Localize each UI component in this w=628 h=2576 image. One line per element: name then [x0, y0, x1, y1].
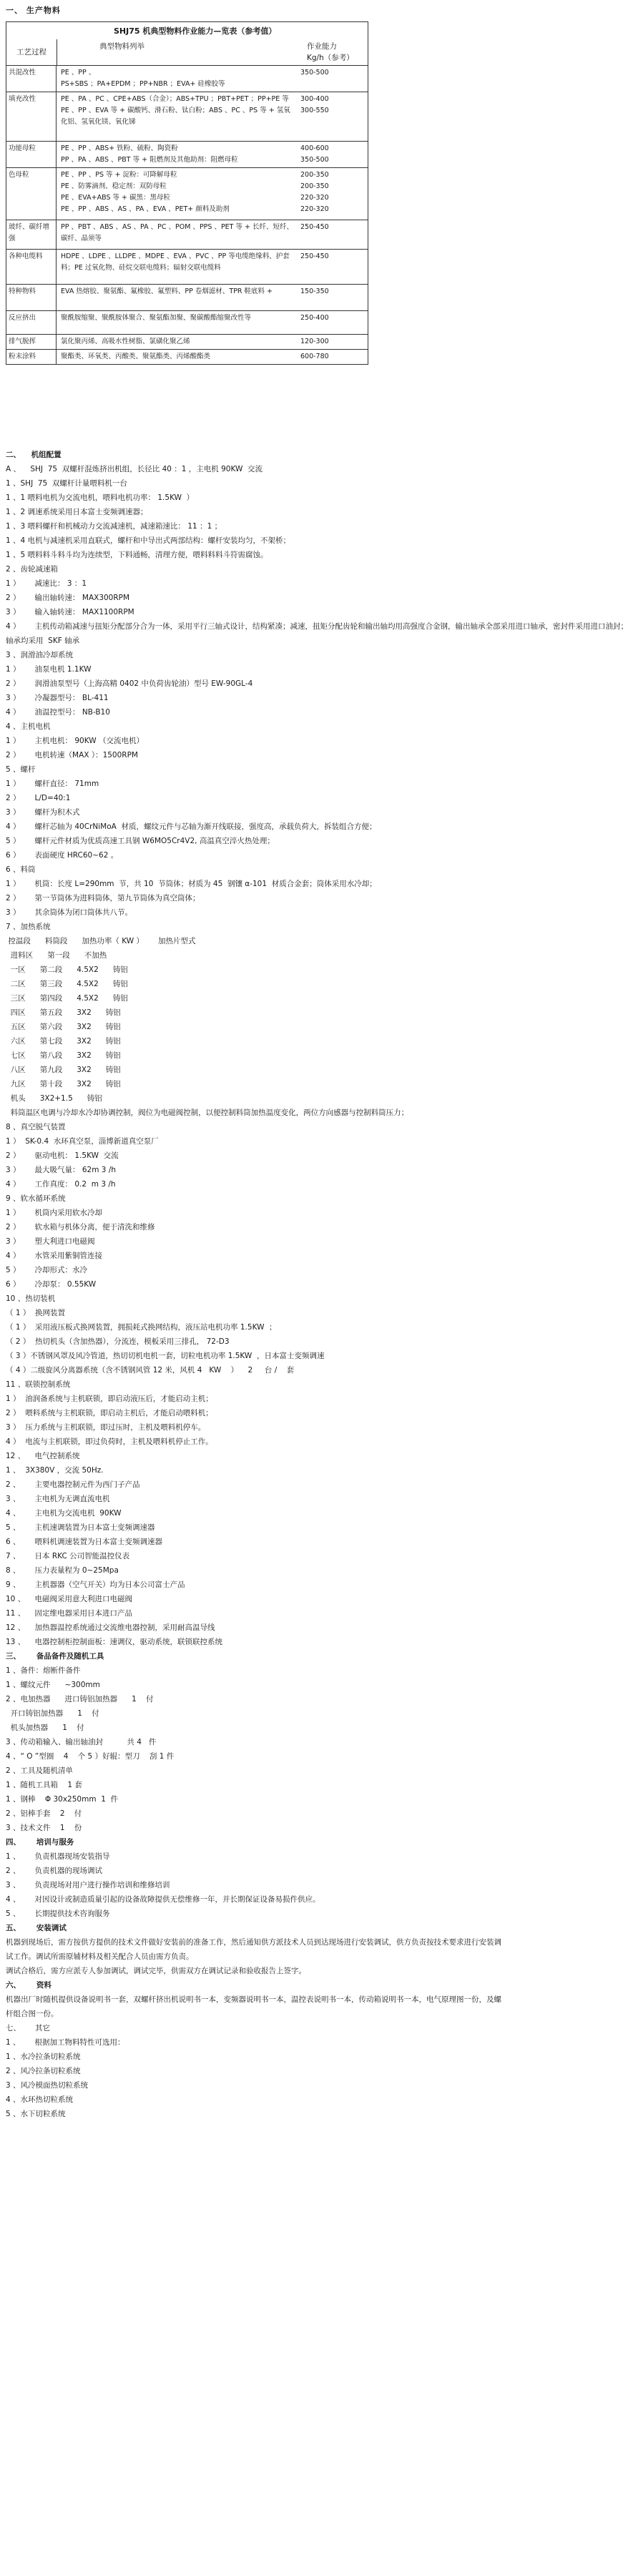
- section-heading: 二、 机组配置: [6, 451, 62, 459]
- text-line: 机器到现场后，需方按供方提供的技术文件做好安装前的准备工作，然后通知供方派技术人员到达现场进行安装调试，供方负责按技术要求进行安装调试工作。调试所需原辅材料及相关配合人员由需方负责。: [6, 1938, 501, 1961]
- text-line: 1 ） 螺杆直径： 71mm: [6, 780, 99, 788]
- row-capacity: 250-400: [300, 314, 329, 322]
- text-line: 1 、 3X380V ，交流 50Hz.: [6, 1466, 104, 1475]
- text-line: 11 、联锁控制系统: [6, 1380, 71, 1389]
- text-line: 2 ） 喂料系统与主机联锁，即启动主机后，才能启动喂料机；: [6, 1409, 213, 1417]
- text-line: （ 1 ） 换网装置: [6, 1309, 66, 1317]
- text-line: 七区 第八段 3X2 铸铝: [6, 1051, 121, 1060]
- text-line: 1 、SHJ 75 双螺杆计量喂料机一台: [6, 479, 127, 488]
- text-line: 1 ） 油泵电机 1.1KW: [6, 665, 92, 674]
- text-line: 2 、铝棒手套 2 付: [6, 1809, 82, 1818]
- text-line: A 、 SHJ 75 双螺杆混炼挤出机组，长径比 40 ：1 ，主电机 90KW 交流: [6, 465, 263, 473]
- row-materials: 氯化聚丙烯、高吸水性树脂、氯磺化聚乙烯: [61, 338, 190, 345]
- row-capacity: 350-500: [300, 69, 329, 77]
- row-materials: PE 、PA 、PC 、CPE+ABS（合金）；ABS+TPU ；PBT+PET ；PP+PE 等 PE 、PP 、EVA 等 + 碳酸钙、滑石粉、钛白粉；ABS 、PC 、PS 等 + 氢氧化铝、氢氧化镁、氧化锑: [61, 95, 290, 126]
- text-line: 12 、 电气控制系统: [6, 1452, 80, 1460]
- text-line: 3 、技术文件 1 份: [6, 1824, 82, 1832]
- spec-text: [6, 448, 628, 2121]
- text-line: 3 ） 最大吸气量： 62m 3 /h: [6, 1166, 117, 1174]
- header-materials: 典型物料列举: [99, 42, 144, 51]
- row-capacity: 120-300: [300, 338, 329, 345]
- table-row: [6, 250, 368, 285]
- text-line: 6 、 喂料机调速装置为日本富士变频调速器: [6, 1538, 163, 1546]
- row-capacity: 250-450: [300, 223, 329, 231]
- row-process: 特种物料: [6, 285, 57, 310]
- header-process: 工艺过程: [6, 39, 57, 65]
- text-line: 2 、风冷拉条切粒系统: [6, 2067, 81, 2075]
- text-line: 5 ） 螺杆元件材质为优质高速工具钢 W6MO5Cr4V2, 高温真空淬火热处理；: [6, 837, 275, 845]
- text-line: 2 ） L/D=40:1: [6, 794, 71, 802]
- text-line: 10 、热切装机: [6, 1294, 56, 1303]
- row-process: 色母粒: [6, 168, 57, 220]
- text-line: 5 、水下切粒系统: [6, 2110, 66, 2118]
- section-heading: 一、 生产物料: [6, 6, 61, 15]
- text-line: 3 ） 塑大利进口电磁阀: [6, 1237, 95, 1246]
- text-line: 五区 第六段 3X2 铸铝: [6, 1023, 121, 1031]
- text-line: 进料区 第一段 不加热: [6, 951, 107, 960]
- text-line: 3 、风冷模面热切粒系统: [6, 2081, 89, 2090]
- text-line: 控温段 料筒段 加热功率（ KW ） 加热片型式: [6, 937, 196, 945]
- text-line: 2 ） 润滑油泵型号（上海高精 0402 中负荷齿轮油）型号 EW-90GL-4: [6, 679, 253, 688]
- text-line: （ 2 ） 热切机头（含加热器），分流连，模板采用三排孔， 72-D3: [6, 1337, 230, 1346]
- text-line: 3 ） 压力系统与主机联锁，即过压时，主机及喂料机停车。: [6, 1423, 206, 1432]
- table-title: SHJ75 机典型物料作业能力—览表（参考值）: [114, 26, 277, 36]
- text-line: 5 、 长期提供技术咨询服务: [6, 1909, 110, 1918]
- text-line: 2 ） 软水箱与机体分离，便于清洗和维修: [6, 1223, 155, 1232]
- text-line: 2 、齿轮减速箱: [6, 565, 59, 574]
- row-capacity: 200-350 200-350 220-320 220-320: [300, 171, 329, 213]
- text-line: 3 、 主电机为无调直流电机: [6, 1495, 110, 1503]
- row-process: 功能母粒: [6, 142, 57, 167]
- text-line: 2 、工具及随机清单: [6, 1766, 74, 1775]
- text-line: 1 、2 调速系统采用日本富士变频调速器；: [6, 508, 148, 516]
- row-materials: PE 、PP 、 PS+SBS ；PA+EPDM ；PP+NBR ；EVA+ 硅橡胶等: [61, 69, 225, 88]
- text-line: 6 ） 冷却泵： 0.55KW: [6, 1280, 97, 1289]
- text-line: 4 ） 主机传动箱减速与扭矩分配部分合为一体，采用平行三轴式设计，结构紧凑；减速，扭矩分配齿轮和输出轴均用高强度合金钢，输出轴承全部采用进口轴承，密封件采用进口油封；: [6, 622, 628, 631]
- text-line: 9 、软水循环系统: [6, 1194, 66, 1203]
- text-line: 1 、1 喂料电机为交流电机，喂料电机功率： 1.5KW ）: [6, 493, 195, 502]
- text-line: 4 、“ O ”型圈 4 个 5 ）好辊：型刀 刮 1 件: [6, 1752, 175, 1761]
- text-line: 10 、 电磁阀采用意大利进口电磁阀: [6, 1595, 133, 1603]
- section-heading: 五、 安装调试: [6, 1924, 67, 1932]
- table-row: [6, 335, 368, 350]
- table-row: [6, 92, 368, 142]
- text-line: 一区 第二段 4.5X2 铸铝: [6, 965, 128, 974]
- text-line: 机头加热器 1 付: [6, 1724, 84, 1732]
- text-line: 2 、电加热器 进口铸铝加热器 1 付: [6, 1695, 154, 1704]
- section-heading: 六、 资料: [6, 1981, 51, 1990]
- table-header: [6, 22, 368, 66]
- text-line: 二区 第三段 4.5X2 铸铝: [6, 980, 128, 988]
- table-row: [6, 350, 368, 364]
- row-capacity: 300-400 300-550: [300, 95, 329, 114]
- row-process: 共混改性: [6, 66, 57, 92]
- text-line: 4 ） 水管采用紫铜管连接: [6, 1252, 103, 1260]
- text-line: 13 、 电器控制柜控制面板：速调仪，驱动系统，联锁联控系统: [6, 1638, 223, 1646]
- text-line: 8 、真空脱气装置: [6, 1123, 66, 1131]
- text-line: 1 ） 减速比： 3 ：1: [6, 579, 87, 588]
- text-line: 1 、水冷拉条切粒系统: [6, 2053, 81, 2061]
- text-line: 7 、 日本 RKC 公司智能温控仪表: [6, 1552, 130, 1560]
- text-line: 1 、螺纹元件 ~300mm: [6, 1681, 100, 1689]
- text-line: 1 、5 喂料料斗料斗均为连续型，下料通畅，清理方便，喂料料料斗符需腐蚀。: [6, 551, 268, 559]
- table-row: [6, 311, 368, 335]
- table-body: [6, 66, 368, 364]
- text-line: 4 ） 油温控型号： NB-B10: [6, 708, 110, 717]
- text-line: 3 ） 冷凝器型号： BL-411: [6, 694, 109, 702]
- text-line: 2 ） 驱动电机： 1.5KW 交流: [6, 1151, 119, 1160]
- text-line: 2 ） 第一节筒体为进料筒体，第九节筒体为真空筒体；: [6, 894, 200, 903]
- row-capacity: 600-780: [300, 353, 329, 360]
- text-line: 4 、水环热切粒系统: [6, 2095, 74, 2104]
- text-line: 机头 3X2+1.5 铸铝: [6, 1094, 102, 1103]
- text-line: 2 ） 输出轴转速： MAX300RPM: [6, 594, 130, 602]
- text-line: 3 、润滑油冷却系统: [6, 651, 74, 659]
- text-line: （ 4 ）二级旋风分离器系统（含不锈钢风管 12 米，风机 4 KW ） 2 台 / 套: [6, 1366, 295, 1375]
- text-line: 12 、 加热器温控系统通过交流维电器控制，采用耐高温导线: [6, 1623, 215, 1632]
- text-line: 5 、螺杆: [6, 765, 36, 774]
- row-process: 排气脱挥: [6, 335, 57, 349]
- text-line: 4 ） 螺杆芯轴为 40CrNiMoA 材质，螺纹元件与芯轴为渐开线联接，强度高，承载负荷大，拆装组合方便；: [6, 822, 377, 831]
- text-line: 三区 第四段 4.5X2 铸铝: [6, 994, 128, 1003]
- text-line: 1 ） SK-0.4 水环真空泵，淄博新道真空泵厂: [6, 1137, 159, 1146]
- text-line: 8 、 压力表量程为 0~25Mpa: [6, 1566, 119, 1575]
- text-line: 3 、 负责现场对用户进行操作培训和维修培训: [6, 1881, 170, 1889]
- row-materials: 聚酯类、环氧类、丙酸类、聚氨酯类、丙烯酸酯类: [61, 353, 211, 360]
- text-line: 6 、料筒: [6, 865, 36, 874]
- text-line: 调试合格后，需方应派专人参加调试，调试完毕，供需双方在调试记录和验收报告上签字。: [6, 1967, 306, 1975]
- row-process: 反应挤出: [6, 311, 57, 334]
- text-line: 6 ） 表面硬度 HRC60~62 。: [6, 851, 119, 860]
- text-line: 1 、4 电机与减速机采用直联式，螺杆和中导出式两部结构：螺杆安装均匀，不架桥；: [6, 536, 291, 545]
- row-process: 填充改性: [6, 92, 57, 141]
- row-process: 粉末涂料: [6, 350, 57, 364]
- text-line: 1 、 负责机器现场安装指导: [6, 1852, 110, 1861]
- text-line: 四区 第五段 3X2 铸铝: [6, 1008, 121, 1017]
- text-line: 2 ） 电机转速（MAX ）：1500RPM: [6, 751, 138, 759]
- text-line: 9 、 主机器器（空气开关）均为日本公司富士产品: [6, 1580, 185, 1589]
- text-line: 1 、备件：熔断件备件: [6, 1666, 81, 1675]
- row-process: 各种电缆料: [6, 250, 57, 284]
- row-process: 玻纤、碳纤增强: [6, 220, 57, 249]
- text-line: 料筒温区电调与冷却水冷却协调控制，阀位为电磁阀控制，以便控制料筒加热温度变化，两位方向感器与控制料筒压力；: [6, 1108, 409, 1117]
- capacity-table: [6, 21, 368, 365]
- text-line: 七、 其它: [6, 2024, 51, 2032]
- text-line: （ 3 ）不锈钢风罩及风冷管道，热切切机电机一套，切粒电机功率 1.5KW ，日本富士变频调速: [6, 1352, 325, 1360]
- text-line: 3 ） 输入轴转速： MAX1100RPM: [6, 608, 134, 616]
- section-heading: 三、 备品备件及随机工具: [6, 1652, 104, 1661]
- text-line: 11 、 固定维电器采用日本进口产品: [6, 1609, 133, 1618]
- row-materials: 聚酰胺缩聚、聚酰胺体聚合、聚氨酯加聚、聚碳酸酯缩聚改性等: [61, 314, 252, 322]
- text-line: 4 、 对因设计或制造质量引起的设备故障提供无偿维修一年，并长期保证设备易损件供应。: [6, 1895, 320, 1904]
- text-line: 2 、 主要电器控制元件为西门子产品: [6, 1480, 140, 1489]
- text-line: 5 、 主机速调装置为日本富士变频调速器: [6, 1523, 155, 1532]
- text-line: 4 、 主电机为交流电机 90KW: [6, 1509, 122, 1518]
- text-line: 3 、传动箱输入、输出轴油封 共 4 件: [6, 1738, 157, 1746]
- row-materials: PE 、PP 、PS 等 + 淀粉：可降解母粒 PE 、防雾滴剂、稳定剂：双防母粒 PE 、EVA+ABS 等 + 碳黑：黑母粒 PE 、PP 、ABS 、AS 、PA 、EVA 、PET+ 颜料及助剂: [61, 171, 230, 213]
- table-row: [6, 220, 368, 250]
- text-line: 5 ） 冷却形式：水冷: [6, 1266, 88, 1274]
- text-line: 1 、随机工具箱 1 套: [6, 1781, 82, 1789]
- table-row: [6, 168, 368, 220]
- table-row: [6, 142, 368, 168]
- text-line: 八区 第九段 3X2 铸铝: [6, 1066, 121, 1074]
- text-line: 1 ） 主机电机： 90KW （交流电机）: [6, 737, 144, 745]
- text-line: 1 ） 机筒：长度 L=290mm 节，共 10 节筒体；材质为 45 钢镶 α-101 材质合金套；筒体采用水冷却；: [6, 880, 377, 888]
- text-line: 2 、 负责机器的现场调试: [6, 1867, 103, 1875]
- table-row: [6, 285, 368, 311]
- row-materials: PE 、PP 、ABS+ 铁粉、硫粉、陶瓷粉 PP 、PA 、ABS 、PBT 等 + 阻燃剂及其他助剂：阻燃母粒: [61, 144, 238, 164]
- text-line: 1 ） 油润备系统与主机联锁，即启动液压后，才能启动主机；: [6, 1395, 213, 1403]
- section-heading: 四、 培训与服务: [6, 1838, 74, 1847]
- text-line: 7 、加热系统: [6, 923, 51, 931]
- text-line: 4 ） 工作真度： 0.2 m 3 /h: [6, 1180, 116, 1189]
- text-line: 3 ） 其余筒体为闭口筒体共八节。: [6, 908, 133, 917]
- text-line: （ 1 ） 采用液压板式换网装置，拥损耗式换网结构，液压站电机功率 1.5KW ；: [6, 1323, 277, 1332]
- row-materials: PP 、PBT 、ABS 、AS 、PA 、PC 、POM 、PPS 、PET 等 + 长纤、短纤、碳纤、晶须等: [61, 223, 293, 242]
- row-capacity: 400-600 350-500: [300, 144, 329, 164]
- row-materials: EVA 热熔胶、聚氨酯、氟橡胶、氟塑料、PP 卷烟滤材、TPR 鞋底料 +: [61, 287, 273, 295]
- text-line: 1 、钢棒 Φ 30x250mm 1 件: [6, 1795, 119, 1804]
- table-row: [6, 66, 368, 92]
- text-line: 1 ） 机筒内采用软水冷却: [6, 1209, 103, 1217]
- text-line: 1 、3 喂料螺杆和机械动力交流减速机，减速箱速比： 11 ：1 ；: [6, 522, 222, 531]
- row-materials: HDPE 、LDPE 、LLDPE 、MDPE 、EVA 、PVC 、PP 等电缆绝缘料、护套料；PE 过氧化物、硅烷交联电缆料；辐射交联电缆料: [61, 252, 290, 272]
- header-capacity: 作业能力 Kg/h（参考）: [307, 42, 354, 62]
- text-line: 开口铸铝加热器 1 付: [6, 1709, 99, 1718]
- text-line: 轴承均采用 SKF 轴承: [6, 636, 80, 645]
- text-line: 机器出厂时随机提供设备说明书一套，双螺杆挤出机说明书一本，变频器说明书一本，温控表说明书一本，传动箱说明书一本，电气原理图一份，及螺杆组合图一份。: [6, 1995, 501, 2018]
- text-line: 六区 第七段 3X2 铸铝: [6, 1037, 121, 1046]
- text-line: 3 ） 螺杆为积木式: [6, 808, 80, 817]
- text-line: 4 、主机电机: [6, 722, 51, 731]
- row-capacity: 150-350: [300, 287, 329, 295]
- text-line: 4 ） 电流与主机联锁，即过负荷时，主机及喂料机停止工作。: [6, 1437, 213, 1446]
- text-line: 九区 第十段 3X2 铸铝: [6, 1080, 121, 1088]
- text-line: 1 、 根据加工物料特性可选用：: [6, 2038, 125, 2047]
- row-capacity: 250-450: [300, 252, 329, 260]
